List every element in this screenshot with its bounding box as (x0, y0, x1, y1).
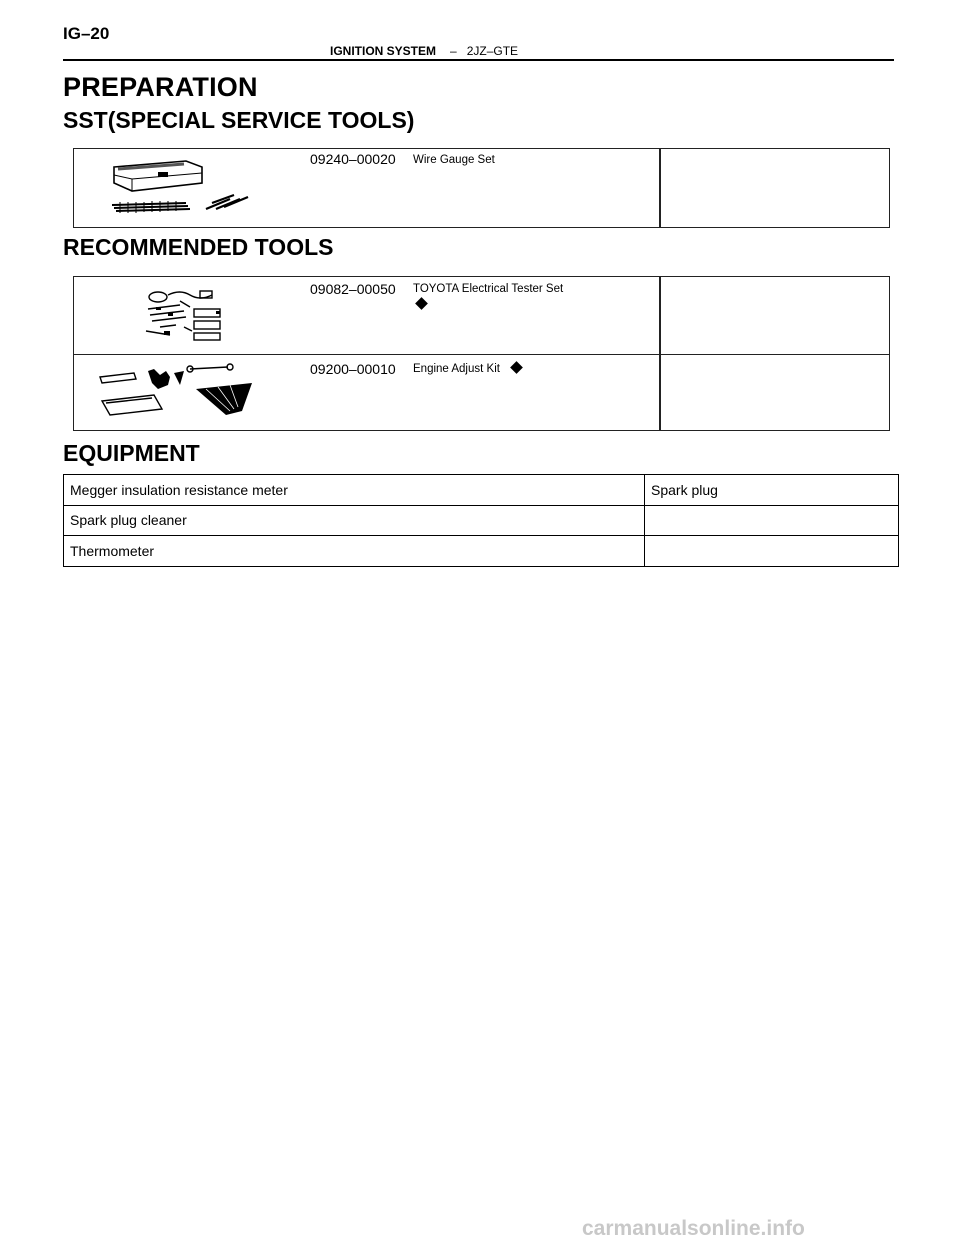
table-cell (645, 536, 899, 567)
recommended-row (74, 354, 889, 430)
page-title: PREPARATION (63, 72, 258, 102)
engine-adjust-kit-illustration (96, 363, 256, 423)
part-name: TOYOTA Electrical Tester Set (413, 283, 564, 295)
table-row (64, 475, 899, 506)
table-row (64, 505, 899, 536)
watermark: carmanualsonline.info (582, 1217, 805, 1240)
header-subtitle (330, 44, 518, 58)
sst-table (73, 148, 890, 228)
wire-gauge-set-illustration (106, 157, 256, 221)
diamond-marker-icon (510, 361, 523, 374)
equipment-table (63, 474, 899, 567)
page-code: IG–20 (63, 24, 110, 43)
recommended-row (74, 277, 889, 354)
header-separator: – (450, 44, 457, 58)
diamond-marker-icon (415, 297, 428, 310)
table-cell: Megger insulation resistance meter (64, 475, 645, 506)
electrical-tester-set-illustration (140, 287, 230, 343)
header-rule (63, 59, 894, 61)
sst-heading: SST(SPECIAL SERVICE TOOLS) (63, 107, 415, 133)
part-number: 09200–00010 (310, 361, 396, 377)
table-cell: Thermometer (64, 536, 645, 567)
recommended-table (73, 276, 890, 431)
part-name: Engine Adjust Kit (413, 363, 500, 375)
part-number: 09240–00020 (310, 151, 396, 167)
system-name: IGNITION SYSTEM (330, 44, 437, 58)
table-cell: Spark plug cleaner (64, 505, 645, 536)
table-row (64, 536, 899, 567)
part-name: Wire Gauge Set (413, 154, 495, 166)
engine-code: 2JZ–GTE (466, 44, 519, 58)
recommended-heading: RECOMMENDED TOOLS (63, 234, 334, 260)
table-cell: Spark plug (645, 475, 899, 506)
table-cell (645, 505, 899, 536)
sst-row (74, 149, 889, 227)
equipment-heading: EQUIPMENT (63, 440, 200, 466)
part-number: 09082–00050 (310, 281, 396, 297)
